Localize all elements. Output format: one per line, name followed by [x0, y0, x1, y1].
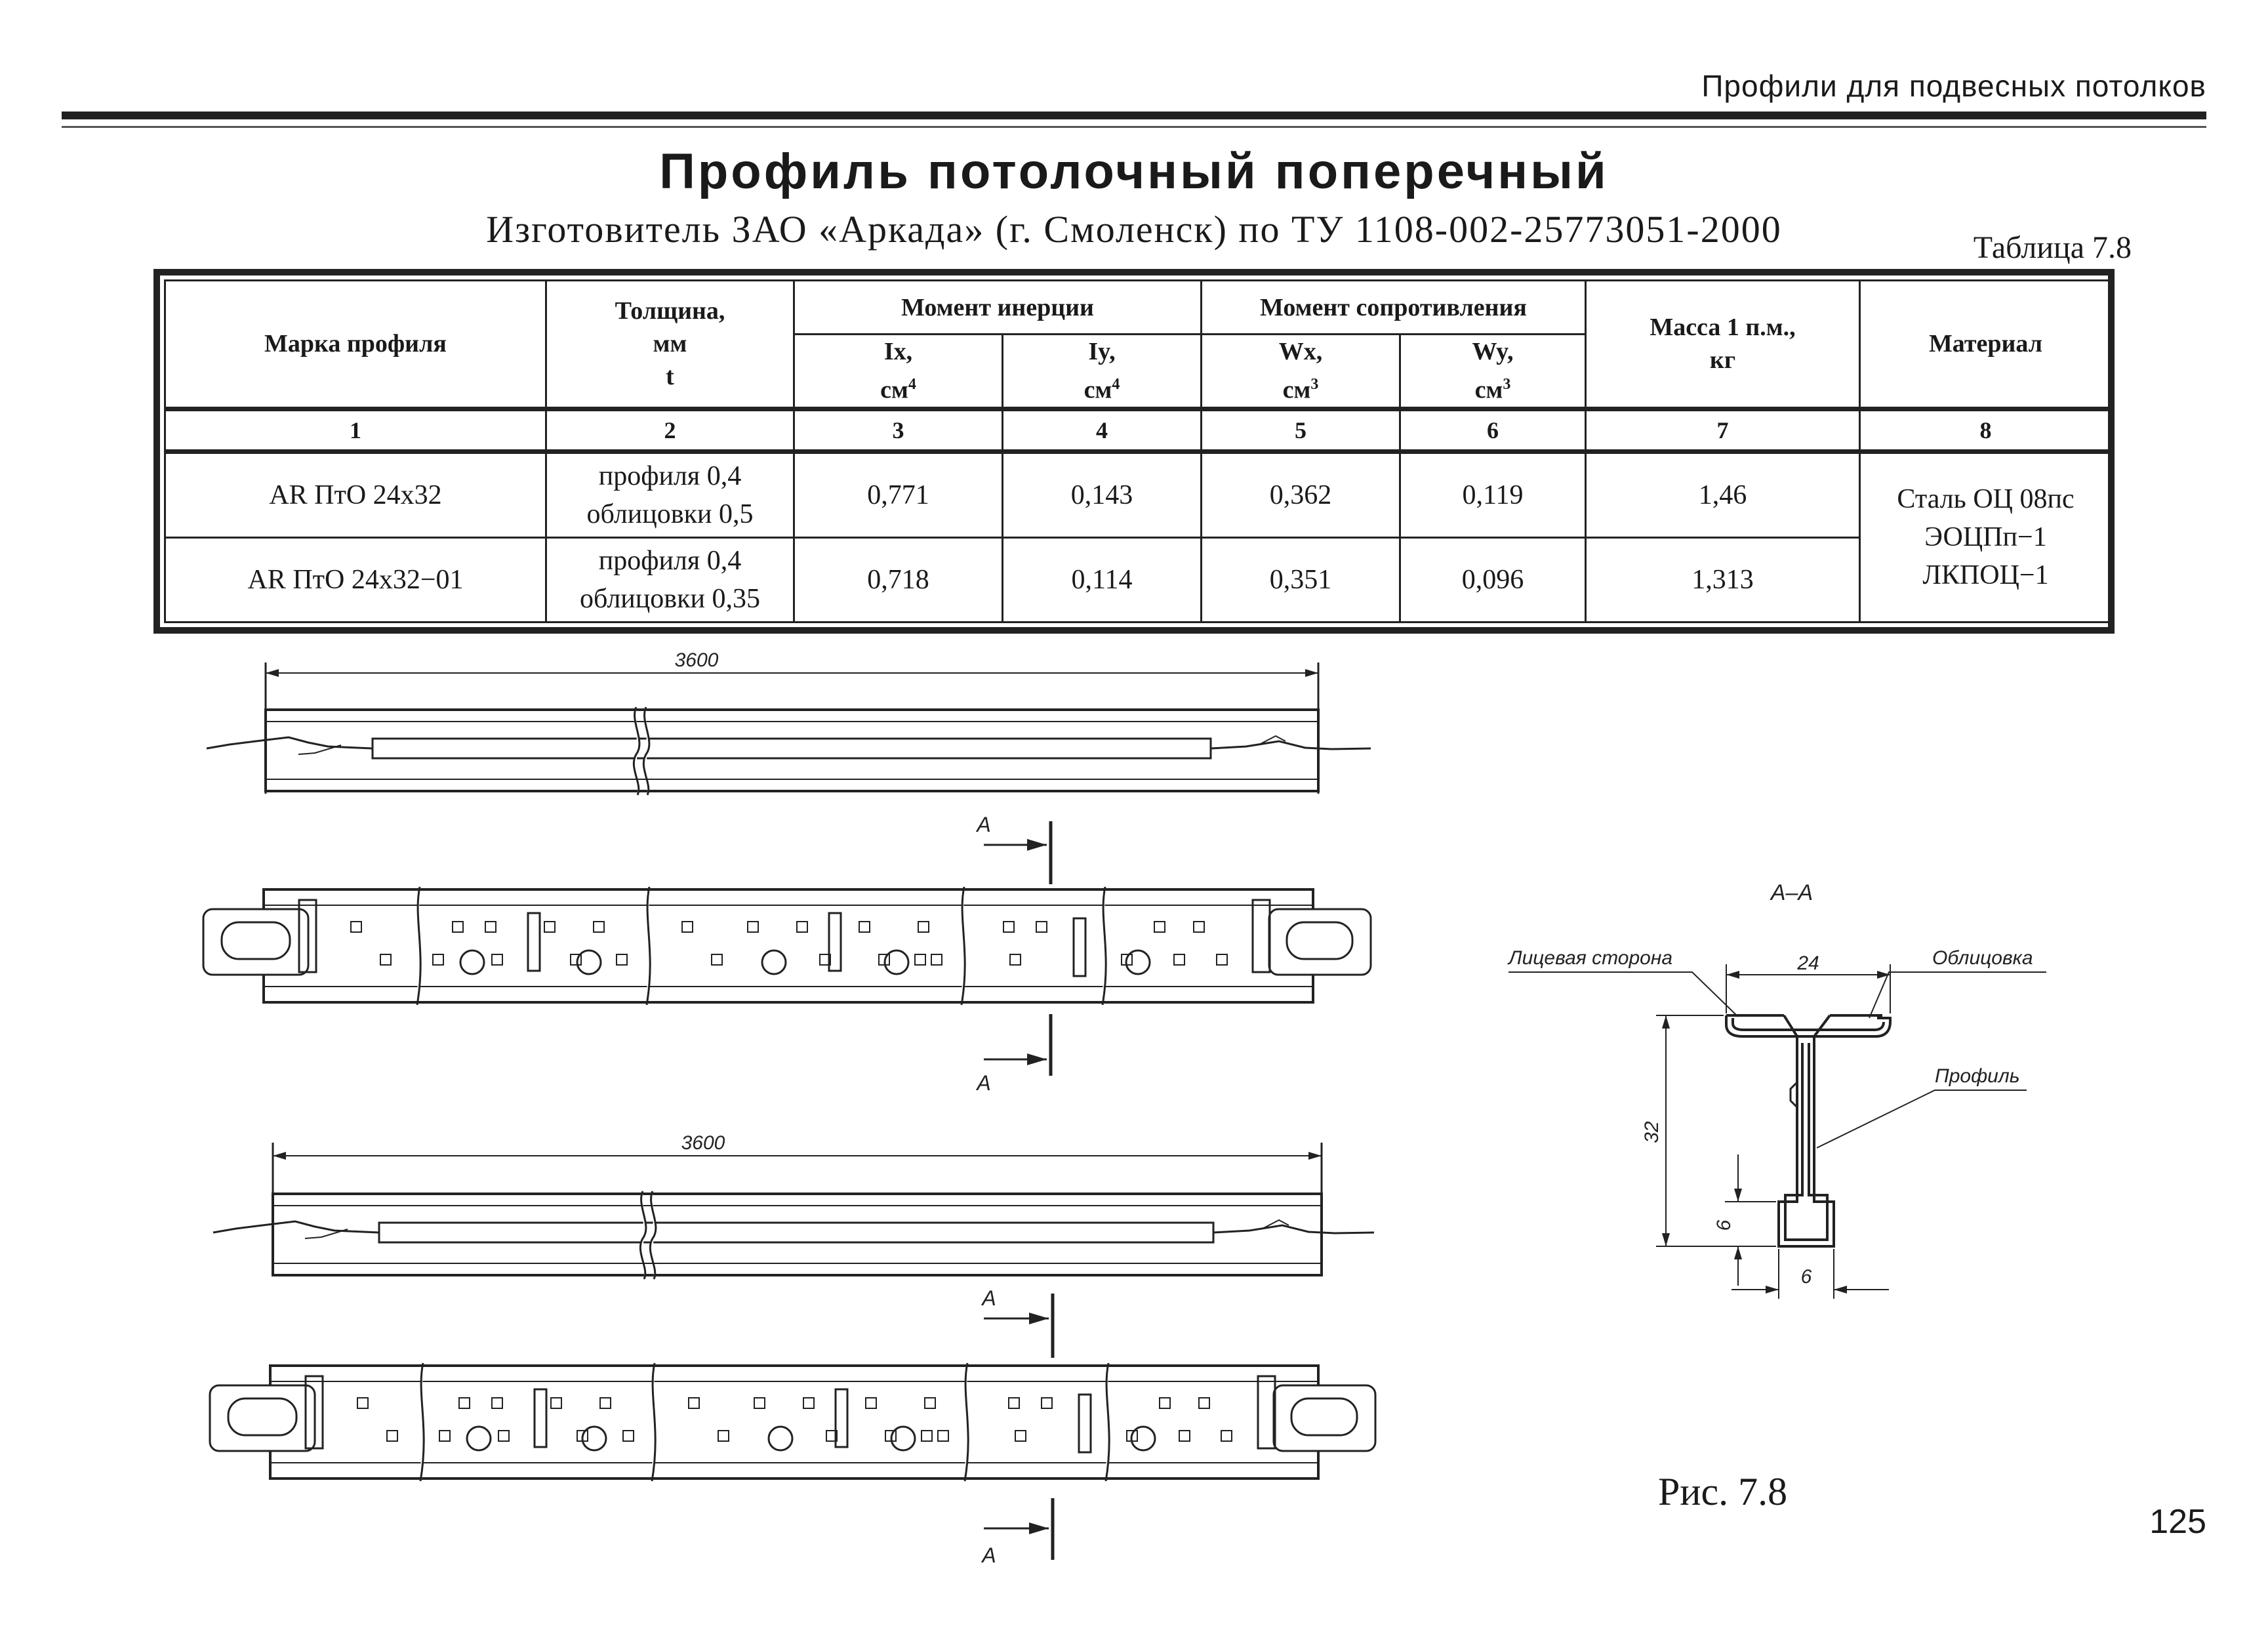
cell-mass: 1,46	[1586, 451, 1860, 537]
header-material: Материал	[1860, 281, 2112, 409]
column-number: 7	[1586, 409, 1860, 451]
top-view-1	[203, 887, 1371, 1005]
cell-mass: 1,313	[1586, 537, 1860, 622]
column-number: 5	[1202, 409, 1400, 451]
cell-thickness-facing: облицовки 0,35	[580, 583, 760, 614]
length-label-1: 3600	[674, 649, 719, 671]
header-iy-label: Iy,	[1088, 338, 1116, 365]
dim-height: 32	[1641, 1121, 1663, 1143]
section-title: А–А	[1770, 880, 1813, 905]
section-mark-a-top-1	[984, 821, 1051, 884]
column-number: 4	[1003, 409, 1202, 451]
header-thickness-symbol: t	[666, 363, 674, 391]
cell-ix: 0,718	[794, 537, 1003, 622]
header-thickness-label: Толщина,	[615, 297, 725, 325]
header-wy-unit: $см^3$	[1474, 376, 1511, 404]
section-letter: А	[982, 1543, 996, 1567]
dim-bulb-width: 6	[1800, 1266, 1812, 1288]
side-view-1	[207, 663, 1371, 795]
header-wy-label: Wy,	[1472, 338, 1514, 365]
column-number: 8	[1860, 409, 2112, 451]
header-mass-label: Масса 1 п.м.,	[1650, 314, 1796, 342]
material-line: Сталь ОЦ 08пс	[1897, 484, 2075, 515]
header-wx-label: Wx,	[1278, 338, 1323, 365]
section-letter: А	[977, 813, 991, 836]
length-label-2: 3600	[681, 1132, 725, 1154]
cell-wx: 0,351	[1202, 537, 1400, 622]
cell-thickness-profile: профиля 0,4	[598, 545, 742, 576]
column-number: 3	[794, 409, 1003, 451]
figure-caption: Рис. 7.8	[1658, 1470, 1788, 1513]
section-mark-a-bottom-1	[984, 1014, 1051, 1076]
column-number: 2	[546, 409, 794, 451]
header-thickness-unit: мм	[653, 330, 687, 358]
material-line: ЛКПОЦ−1	[1922, 560, 2049, 591]
profile-label: Профиль	[1935, 1065, 2020, 1087]
header-mass-unit: кг	[1709, 346, 1736, 375]
cell-wy: 0,119	[1400, 451, 1586, 537]
column-number: 1	[165, 409, 546, 451]
page-subtitle: Изготовитель ЗАО «Аркада» (г. Смоленск) по ТУ 1108-002-25773051-2000	[486, 208, 1782, 251]
column-number: 6	[1400, 409, 1586, 451]
cell-mark: AR ПтО 24х32	[165, 451, 546, 537]
face-label: Лицевая сторона	[1509, 947, 1673, 969]
top-view-2	[210, 1363, 1375, 1481]
material-line: ЭОЦПп−1	[1924, 522, 2047, 553]
header-inertia: Момент инерции	[794, 281, 1202, 335]
facing-label: Облицовка	[1932, 947, 2033, 969]
section-letter: А	[977, 1071, 991, 1095]
cell-wy: 0,096	[1400, 537, 1586, 622]
header-ix-unit: $см^4$	[880, 376, 916, 404]
dim-width: 24	[1797, 952, 1819, 974]
side-view-2	[213, 1143, 1374, 1279]
header-mark: Марка профиля	[165, 281, 546, 409]
cell-thickness-facing: облицовки 0,5	[586, 499, 754, 529]
page-number: 125	[2149, 1503, 2206, 1541]
cell-wx: 0,362	[1202, 451, 1400, 537]
cell-ix: 0,771	[794, 451, 1003, 537]
header-iy-unit: $см^4$	[1083, 376, 1120, 404]
cell-iy: 0,114	[1003, 537, 1202, 622]
header-resistance: Момент сопротивления	[1202, 281, 1586, 335]
page-title: Профиль потолочный поперечный	[659, 144, 1609, 199]
dim-bulb-height: 6	[1713, 1219, 1735, 1231]
cell-thickness-profile: профиля 0,4	[598, 460, 742, 491]
cell-mark: AR ПтО 24х32−01	[165, 537, 546, 622]
header-ix-label: Ix,	[883, 338, 913, 365]
cross-section	[1726, 1015, 1890, 1246]
table-label: Таблица 7.8	[1973, 230, 2132, 265]
section-letter: А	[982, 1286, 996, 1310]
header-wx-unit: $см^3$	[1282, 376, 1319, 404]
running-header: Профили для подвесных потолков	[1701, 69, 2206, 103]
cell-iy: 0,143	[1003, 451, 1202, 537]
